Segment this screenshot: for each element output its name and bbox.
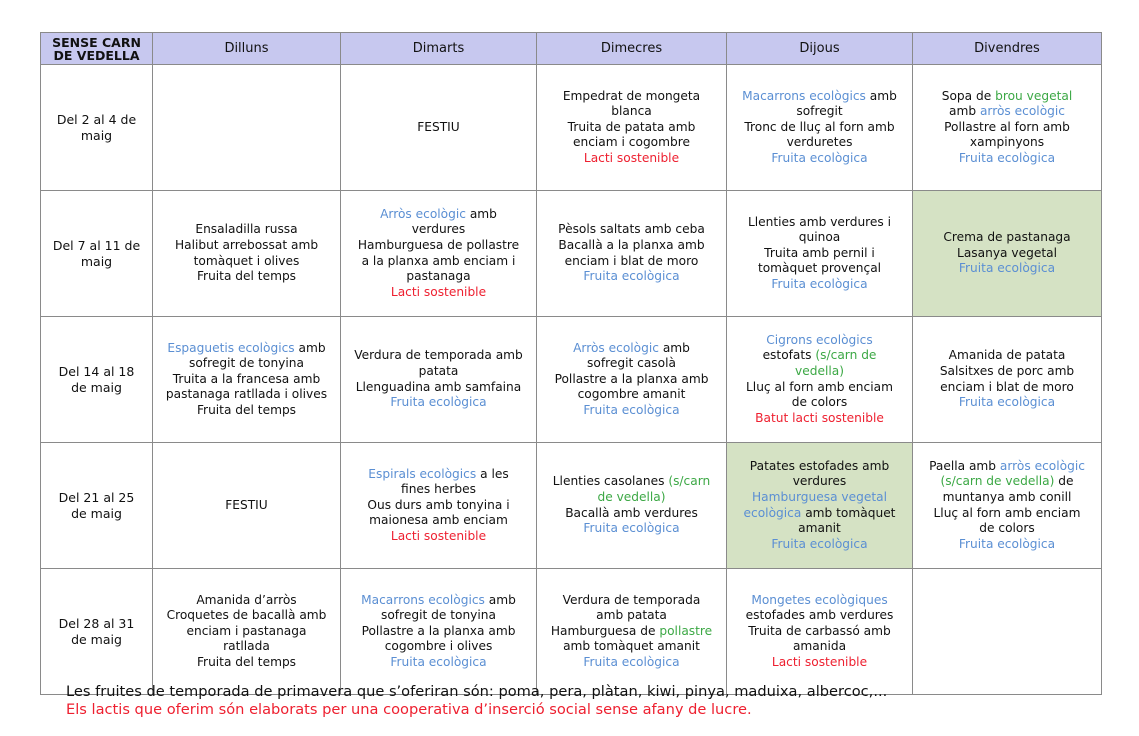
week-period-cell (41, 317, 153, 443)
menu-line (156, 593, 337, 609)
menu-text: Lluç al forn amb enciam (746, 379, 893, 394)
menu-cell (537, 65, 727, 191)
menu-text: Fruita ecològica (958, 150, 1056, 165)
menu-line (730, 246, 909, 262)
menu-line (730, 277, 909, 293)
menu-text: Halibut arrebossat amb (174, 237, 319, 252)
menu-line (540, 608, 723, 624)
menu-text: Verdura de temporada (562, 592, 701, 607)
menu-line (156, 238, 337, 254)
menu-line (540, 104, 723, 120)
menu-line (156, 387, 337, 403)
week-row (41, 317, 1102, 443)
menu-line (156, 222, 337, 238)
menu-line (344, 608, 533, 624)
menu-text: amb patata (596, 608, 667, 623)
menu-line (344, 254, 533, 270)
menu-text: de colors (979, 521, 1035, 536)
menu-text: (s/carn de vedella) (940, 474, 1055, 489)
menu-text: Lasanya vegetal (957, 245, 1057, 260)
menu-body (41, 65, 1102, 695)
menu-line (540, 238, 723, 254)
menu-text: enciam i pastanaga (186, 623, 307, 638)
menu-cell (727, 317, 913, 443)
menu-line (156, 356, 337, 372)
menu-text: Fruita ecològica (958, 536, 1056, 551)
menu-line (916, 380, 1098, 396)
menu-text: Crema de pastanaga (943, 230, 1071, 245)
menu-line (916, 135, 1098, 151)
menu-line (730, 624, 909, 640)
menu-line (916, 521, 1098, 537)
menu-line (730, 521, 909, 537)
menu-line (344, 222, 533, 238)
menu-line (730, 537, 909, 553)
menu-text: Llenties amb verdures i (747, 214, 892, 229)
week-period-cell (41, 191, 153, 317)
menu-line (916, 230, 1098, 246)
menu-line (730, 639, 909, 655)
menu-line (916, 395, 1098, 411)
week-period-cell (41, 569, 153, 695)
menu-line (540, 254, 723, 270)
menu-text: amb (484, 592, 516, 607)
menu-line (344, 269, 533, 285)
menu-text: sofregit de tonyina (381, 608, 496, 623)
menu-cell (153, 65, 341, 191)
menu-line (344, 364, 533, 380)
menu-cell (341, 191, 537, 317)
menu-text: Lacti sostenible (390, 284, 487, 299)
menu-text: Croquetes de bacallà amb (166, 608, 327, 623)
menu-text: Empedrat de mongeta (562, 88, 701, 103)
menu-text: sofregit casolà (587, 356, 676, 371)
menu-line (156, 372, 337, 388)
menu-text: Llenties casolanes (552, 474, 669, 489)
menu-line (540, 624, 723, 640)
menu-text: Pollastre a la planxa amb (361, 623, 516, 638)
menu-line (730, 333, 909, 349)
menu-text: ecològica (743, 505, 802, 520)
day-header-dimarts: Dimarts (341, 33, 537, 65)
menu-cell (153, 569, 341, 695)
menu-cell (537, 317, 727, 443)
menu-line (730, 411, 909, 427)
menu-line (344, 285, 533, 301)
menu-text: Pollastre a la planxa amb (554, 371, 709, 386)
menu-text: de (1054, 474, 1074, 489)
menu-text: Truita de carbassó amb (748, 623, 891, 638)
menu-line (730, 655, 909, 671)
menu-text: Fruita ecològica (583, 654, 680, 669)
menu-text: Truita amb pernil i (764, 245, 875, 260)
menu-text: Hamburguesa de pollastre (357, 237, 520, 252)
menu-cell (153, 317, 341, 443)
menu-line (730, 261, 909, 277)
menu-text: Ous durs amb tonyina i (367, 497, 510, 512)
day-header-divendres: Divendres (913, 33, 1102, 65)
menu-text: de colors (791, 395, 848, 410)
menu-line (344, 467, 533, 483)
period-line: Del 21 al 25 (58, 489, 135, 505)
week-period-cell (41, 65, 153, 191)
menu-line (344, 395, 533, 411)
menu-text: Fruita ecològica (583, 269, 680, 284)
menu-text: amb (294, 340, 326, 355)
menu-line (730, 608, 909, 624)
menu-text: cogombre i olives (384, 639, 493, 654)
menu-cell (153, 191, 341, 317)
menu-cell (727, 443, 913, 569)
menu-line (916, 537, 1098, 553)
menu-text: amb (658, 340, 690, 355)
day-header-dilluns: Dilluns (153, 33, 341, 65)
menu-line (730, 151, 909, 167)
menu-text: Fruita ecològica (583, 521, 680, 536)
menu-text: arròs ecològic (979, 104, 1065, 119)
menu-text: vedella) (795, 363, 844, 378)
menu-cell (153, 443, 341, 569)
menu-cell (913, 317, 1102, 443)
menu-text: ratllada (223, 639, 270, 654)
menu-text: Macarrons ecològics (361, 592, 485, 607)
menu-text: a la planxa amb enciam i (361, 253, 516, 268)
menu-line (730, 215, 909, 231)
menu-line (730, 395, 909, 411)
menu-text: amanida (792, 639, 847, 654)
menu-text: maionesa amb enciam (369, 513, 508, 528)
period-line: Del 2 al 4 de (56, 111, 137, 127)
menu-text: arròs ecològic (999, 458, 1085, 473)
menu-text: amb tomàquet amanit (563, 639, 700, 654)
menu-text: Fruita ecològica (390, 395, 487, 410)
menu-line (156, 624, 337, 640)
menu-line (540, 89, 723, 105)
menu-line (344, 498, 533, 514)
menu-text: sofregit de tonyina (189, 356, 304, 371)
menu-text: tomàquet provençal (757, 261, 882, 276)
menu-text: amb (865, 88, 897, 103)
menu-text: a les (476, 466, 509, 481)
menu-text: amb (465, 206, 497, 221)
menu-text: Salsitxes de porc amb (939, 363, 1075, 378)
menu-line (156, 639, 337, 655)
menu-line (156, 403, 337, 419)
menu-text: Amanida de patata (948, 348, 1066, 363)
menu-text: blanca (611, 104, 652, 119)
menu-text: Patates estofades amb (749, 458, 890, 473)
menu-text: Truita de patata amb (567, 119, 696, 134)
menu-text: Fruita ecològica (958, 261, 1056, 276)
menu-text: Bacallà a la planxa amb (558, 237, 705, 252)
menu-text: Arròs ecològic (573, 340, 659, 355)
menu-text: (s/carn de (815, 348, 877, 363)
menu-text: xampinyons (969, 135, 1045, 150)
menu-line (344, 348, 533, 364)
menu-line (344, 482, 533, 498)
menu-text: Arròs ecològic (380, 206, 466, 221)
menu-line (156, 608, 337, 624)
day-header-dimecres: Dimecres (537, 33, 727, 65)
menu-line (916, 364, 1098, 380)
menu-line (540, 490, 723, 506)
menu-line (540, 341, 723, 357)
menu-line (730, 474, 909, 490)
menu-text: Llenguadina amb samfaina (355, 379, 522, 394)
menu-text: Batut lacti sostenible (755, 410, 884, 425)
table-corner-header (41, 33, 153, 65)
period-line: Del 14 al 18 (58, 363, 135, 379)
menu-cell (341, 317, 537, 443)
menu-line (156, 269, 337, 285)
menu-line (916, 490, 1098, 506)
menu-line (916, 506, 1098, 522)
menu-line (540, 372, 723, 388)
menu-text: Fruita ecològica (771, 276, 868, 291)
week-row (41, 443, 1102, 569)
menu-text: Tronc de lluç al forn amb (744, 119, 895, 134)
menu-text: cogombre amanit (577, 387, 686, 402)
menu-line (540, 474, 723, 490)
menu-text: Ensaladilla russa (195, 222, 298, 237)
menu-cell (537, 569, 727, 695)
day-header-dijous: Dijous (727, 33, 913, 65)
menu-text: Amanida d’arròs (196, 592, 297, 607)
menu-line (730, 135, 909, 151)
menu-text: Fruita ecològica (958, 395, 1056, 410)
menu-text: Lacti sostenible (583, 150, 680, 165)
menu-line (540, 222, 723, 238)
menu-text: estofades amb verdures (745, 608, 894, 623)
menu-text: Hamburguesa de (550, 623, 660, 638)
menu-text: Fruita del temps (196, 402, 297, 417)
menu-line (344, 529, 533, 545)
period-line: maig (80, 127, 113, 143)
period-line: Del 7 al 11 de (52, 237, 141, 253)
menu-text: Fruita ecològica (390, 654, 487, 669)
menu-text: Lacti sostenible (390, 528, 487, 543)
menu-text: enciam i blat de moro (564, 253, 699, 268)
menu-text: de vedella) (597, 489, 666, 504)
week-row (41, 65, 1102, 191)
menu-text: FESTIU (225, 497, 268, 512)
menu-cell (537, 443, 727, 569)
menu-line (344, 120, 533, 136)
menu-line (540, 521, 723, 537)
menu-text: enciam i cogombre (573, 135, 690, 150)
menu-text: estofats (762, 348, 816, 363)
period-line: de maig (71, 505, 122, 521)
menu-text: tomàquet i olives (193, 253, 300, 268)
menu-text: Paella amb (929, 458, 1000, 473)
menu-line (156, 254, 337, 270)
menu-line (344, 513, 533, 529)
header-row (41, 33, 1102, 65)
menu-line (344, 624, 533, 640)
menu-line (916, 89, 1098, 105)
menu-line (730, 348, 909, 364)
menu-line (730, 593, 909, 609)
menu-text: Fruita del temps (196, 269, 297, 284)
menu-line (730, 380, 909, 396)
menu-line (540, 506, 723, 522)
footer-notes (66, 683, 887, 719)
menu-text: Fruita del temps (196, 654, 297, 669)
menu-text: Verdura de temporada amb (354, 348, 523, 363)
menu-line (916, 459, 1098, 475)
menu-line (540, 356, 723, 372)
menu-line (540, 593, 723, 609)
menu-line (344, 238, 533, 254)
menu-line (156, 498, 337, 514)
menu-text: Lluç al forn amb enciam (933, 505, 1081, 520)
menu-cell (341, 569, 537, 695)
menu-text: quinoa (798, 230, 841, 245)
menu-text: Macarrons ecològics (742, 88, 866, 103)
menu-line (540, 403, 723, 419)
menu-text: Fruita ecològica (771, 536, 868, 551)
menu-line (916, 104, 1098, 120)
menu-line (730, 364, 909, 380)
menu-text: patata (418, 363, 459, 378)
week-row (41, 569, 1102, 695)
menu-line (916, 246, 1098, 262)
menu-cell (913, 569, 1102, 695)
menu-line (730, 230, 909, 246)
menu-text: amanit (798, 521, 841, 536)
menu-line (916, 474, 1098, 490)
week-period-cell (41, 443, 153, 569)
menu-text: Pèsols saltats amb ceba (558, 222, 705, 237)
menu-text: Fruita ecològica (583, 402, 680, 417)
menu-text: Fruita ecològica (771, 150, 868, 165)
menu-cell (913, 191, 1102, 317)
menu-cell (727, 569, 913, 695)
menu-line (344, 207, 533, 223)
corner-line: DE VEDELLA (53, 47, 140, 63)
dairy-cooperative-note: Els lactis que oferim són elaborats per una cooperativa d’inserció social sense afany de lucre. (66, 701, 752, 718)
menu-text: enciam i blat de moro (940, 379, 1074, 394)
menu-line (540, 639, 723, 655)
menu-line (730, 459, 909, 475)
menu-line (730, 104, 909, 120)
menu-text: Lacti sostenible (771, 654, 868, 669)
period-line: maig (80, 253, 113, 269)
menu-line (344, 380, 533, 396)
menu-line (540, 135, 723, 151)
corner-line: SENSE CARN (52, 34, 141, 50)
menu-text: Espirals ecològics (368, 466, 477, 481)
menu-text: verdures (411, 222, 466, 237)
menu-text: pastanaga ratllada i olives (165, 387, 328, 402)
menu-text: Cigrons ecològics (766, 332, 873, 347)
menu-cell (727, 65, 913, 191)
menu-line (540, 269, 723, 285)
menu-text: Pollastre al forn amb (944, 119, 1070, 134)
period-line: de maig (71, 379, 122, 395)
menu-text: Truita a la francesa amb (172, 371, 321, 386)
menu-line (540, 387, 723, 403)
menu-cell (727, 191, 913, 317)
menu-line (916, 151, 1098, 167)
menu-text: Hamburguesa vegetal (752, 489, 887, 504)
menu-line (344, 639, 533, 655)
menu-text: Espaguetis ecològics (167, 340, 295, 355)
seasonal-fruits-note: Les fruites de temporada de primavera que s’oferiran són: poma, pera, plàtan, kiwi, pinya, maduixa, albercoc,... (66, 683, 888, 700)
weekly-menu-table (40, 32, 1102, 695)
menu-text: FESTIU (417, 119, 460, 134)
menu-line (730, 89, 909, 105)
menu-cell (913, 443, 1102, 569)
menu-text: verdures (792, 474, 847, 489)
menu-text: verduretes (786, 135, 853, 150)
menu-text: fines herbes (401, 482, 476, 497)
menu-line (916, 261, 1098, 277)
menu-cell (341, 65, 537, 191)
menu-line (730, 490, 909, 506)
menu-text: amb tomàquet (801, 505, 896, 520)
week-row (41, 191, 1102, 317)
period-line: Del 28 al 31 (58, 615, 135, 631)
menu-text: muntanya amb conill (942, 489, 1072, 504)
menu-line (730, 120, 909, 136)
menu-line (344, 655, 533, 671)
menu-text: sofregit (796, 104, 843, 119)
menu-text: amb (949, 104, 980, 119)
menu-cell (341, 443, 537, 569)
menu-line (540, 151, 723, 167)
menu-text: Sopa de (941, 88, 996, 103)
menu-text: brou vegetal (995, 88, 1073, 103)
menu-line (540, 655, 723, 671)
period-line: de maig (71, 631, 122, 647)
menu-text: Mongetes ecològiques (751, 592, 888, 607)
menu-line (916, 348, 1098, 364)
menu-line (916, 120, 1098, 136)
menu-text: pastanaga (406, 269, 471, 284)
menu-line (730, 506, 909, 522)
menu-cell (913, 65, 1102, 191)
menu-text: pollastre (659, 623, 713, 638)
menu-text: (s/carn (668, 474, 711, 489)
menu-line (540, 120, 723, 136)
menu-line (156, 341, 337, 357)
menu-cell (537, 191, 727, 317)
menu-line (344, 593, 533, 609)
menu-line (156, 655, 337, 671)
menu-text: Bacallà amb verdures (565, 505, 698, 520)
